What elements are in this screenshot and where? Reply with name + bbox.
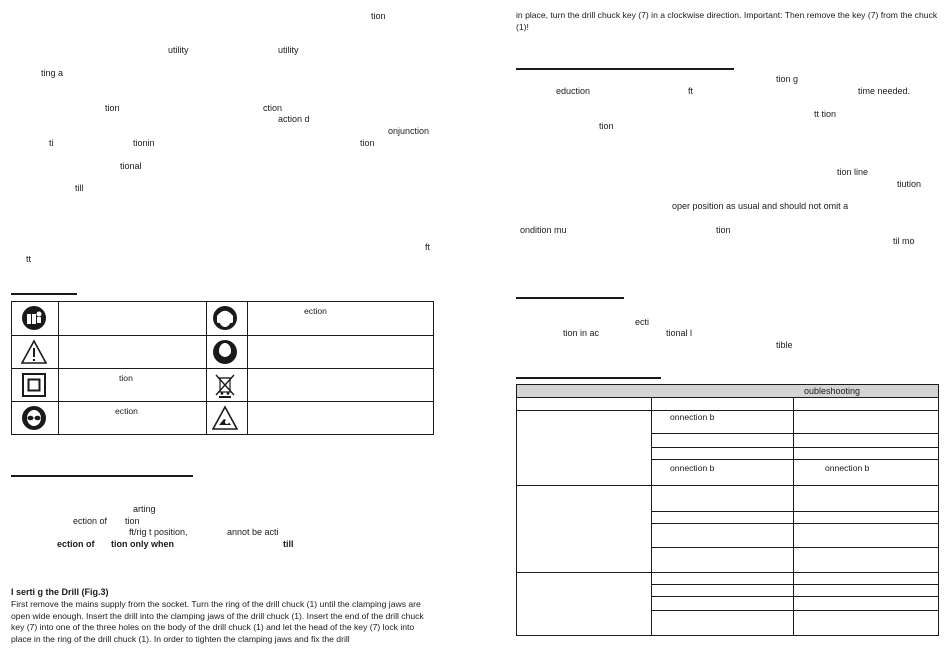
crossed-bin-icon <box>212 372 238 398</box>
text-fragment: tible <box>776 340 793 350</box>
symbols-row <box>12 368 433 401</box>
text-fragment: tion line <box>837 167 869 177</box>
text-fragment: tional <box>120 161 142 171</box>
text-fragment: ction <box>263 103 283 113</box>
text-fragment: tt <box>26 254 32 264</box>
text-fragment: arting <box>133 504 156 514</box>
text-fragment: tion g <box>776 74 799 84</box>
text-fragment: tion <box>125 516 140 526</box>
text-fragment: tion only when <box>111 539 174 549</box>
table-cell: onnection b <box>825 463 870 473</box>
text-fragment: ting a <box>41 68 64 78</box>
troubleshooting-header <box>517 385 938 398</box>
text-fragment: tion <box>599 121 614 131</box>
text-fragment: tion <box>371 11 386 21</box>
table-cell: onnection b <box>670 463 715 473</box>
text-fragment: ection of <box>57 539 95 549</box>
text-fragment: time needed. <box>858 86 911 96</box>
text-fragment: ft <box>688 86 694 96</box>
section-rule <box>11 475 193 477</box>
section-heading: I serti g the Drill (Fig.3) <box>11 587 109 597</box>
inserting-body: First remove the mains supply from the socket. Turn the ring of the drill chuck (1) until the clamping jaws are open wide enough. Insert the drill into the clamping jaws of the drill chuck (1). Insert the end of the drill chuck key (7) into one of the three holes on the body of the drill chuck (1) and let the head of the key (7) lock into place in the ring of the drill chuck (1). In order to tighten the clamping jaws and fix the drill <box>11 599 424 644</box>
read-manual-icon <box>21 305 47 331</box>
symbols-row <box>12 335 433 368</box>
text-fragment: action d <box>278 114 310 124</box>
text-fragment: ft <box>425 242 431 252</box>
text-fragment: eduction <box>556 86 591 96</box>
text-fragment: tion in ac <box>563 328 600 338</box>
hand-hazard-icon <box>212 405 238 431</box>
ear-protection-icon <box>212 305 238 331</box>
troubleshooting-table <box>516 384 939 636</box>
table-cell: onnection b <box>670 412 715 422</box>
text-fragment: ection of <box>73 516 108 526</box>
warning-triangle-icon <box>21 339 47 365</box>
symbol-label: tion <box>119 373 133 383</box>
text-fragment: annot be acti <box>227 527 279 537</box>
symbols-row <box>12 302 433 335</box>
text-fragment: tion <box>105 103 120 113</box>
symbols-table <box>11 301 434 435</box>
text-fragment: till <box>283 539 294 549</box>
dust-mask-icon <box>212 339 238 365</box>
eye-protection-icon <box>21 405 47 431</box>
text-fragment: til mo <box>893 236 915 246</box>
text-fragment: ft/rig t position, <box>129 527 188 537</box>
section-rule <box>516 297 624 299</box>
symbols-row <box>12 401 433 434</box>
text-fragment: tt tion <box>814 109 837 119</box>
double-insulation-icon <box>21 372 47 398</box>
text-fragment: tiution <box>897 179 922 189</box>
text-fragment: oper position as usual and should not omit a <box>672 201 849 211</box>
text-fragment: tion <box>716 225 731 235</box>
symbol-label: ection <box>115 406 138 416</box>
text-fragment: ti <box>49 138 54 148</box>
text-fragment: utility <box>278 45 299 55</box>
text-fragment: ondition mu <box>520 225 567 235</box>
continuation-text: in place, turn the drill chuck key (7) in a clockwise direction. Important: Then remove the key (7) from the chuck (1)! <box>516 10 938 32</box>
text-fragment: tion <box>360 138 375 148</box>
text-fragment: tionin <box>133 138 155 148</box>
troubleshooting-title: oubleshooting <box>804 386 861 396</box>
section-rule <box>11 293 77 295</box>
text-fragment: onjunction <box>388 126 430 136</box>
text-fragment: ecti <box>635 317 650 327</box>
symbol-label: ection <box>304 306 327 316</box>
section-rule <box>516 377 661 379</box>
text-fragment: utility <box>168 45 189 55</box>
text-fragment: tional l <box>666 328 693 338</box>
text-fragment: till <box>75 183 84 193</box>
section-rule <box>516 68 734 70</box>
